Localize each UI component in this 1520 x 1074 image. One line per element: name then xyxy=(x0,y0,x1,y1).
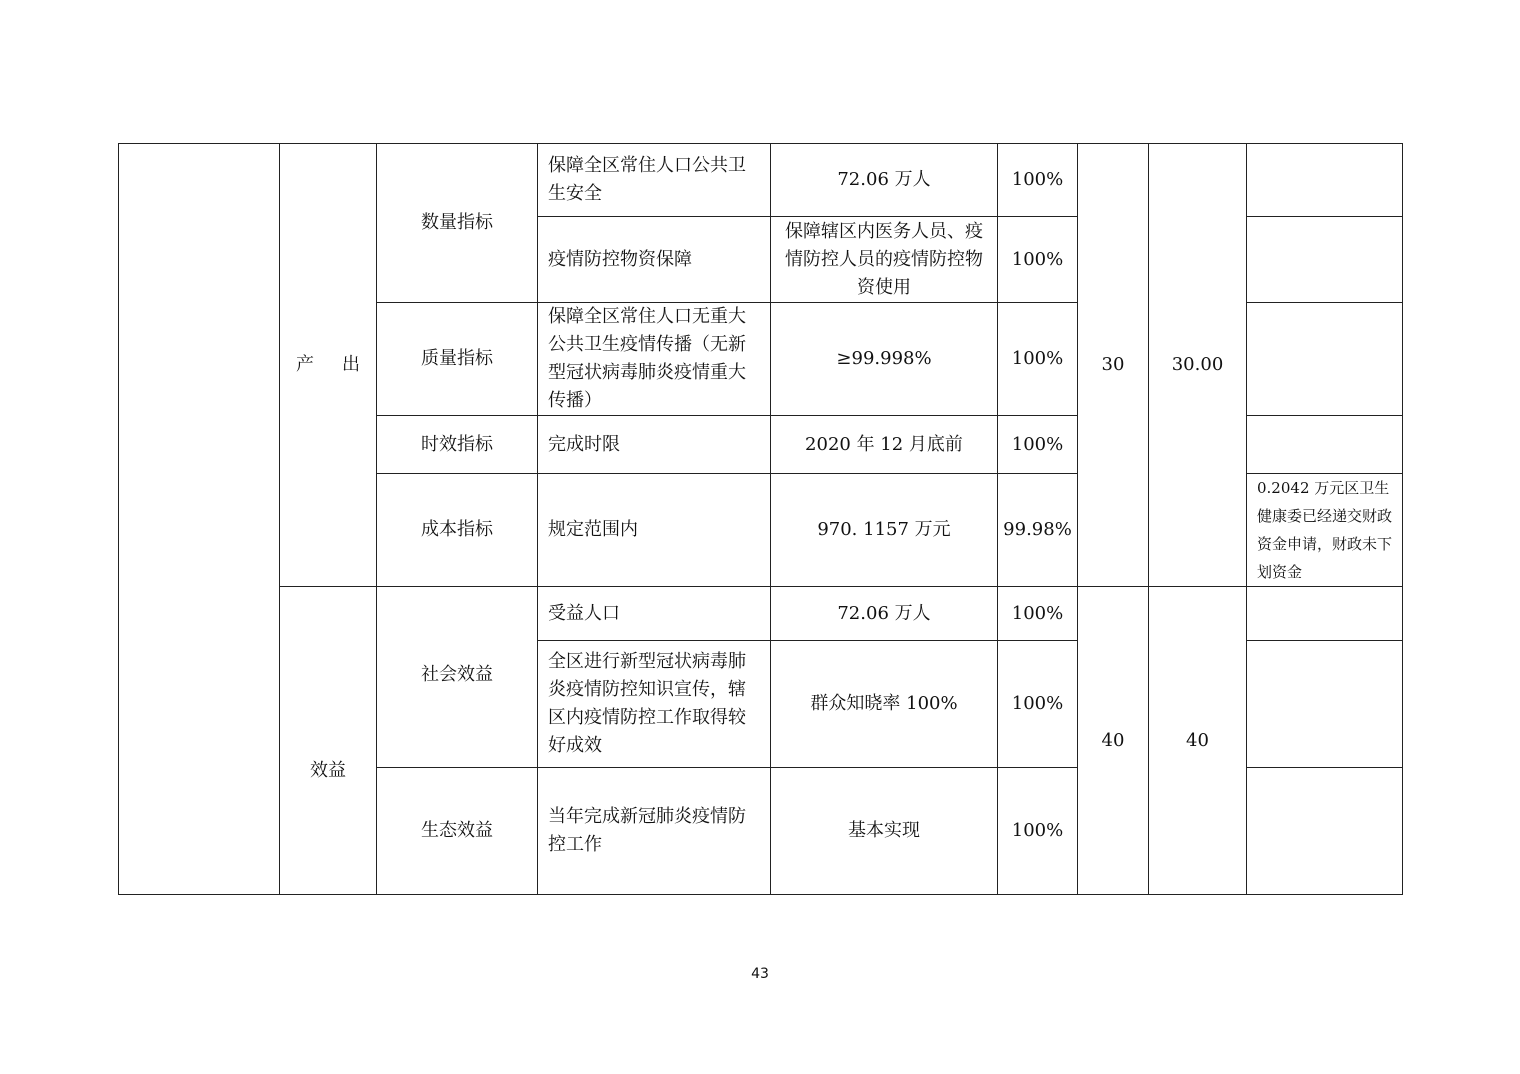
target-cell: 2020 年 12 月底前 xyxy=(771,416,998,474)
content-cell: 保障全区常住人口公共卫生安全 xyxy=(538,144,771,217)
output-category-char1: 产 xyxy=(296,354,314,375)
note-cell xyxy=(1247,641,1403,768)
content-cell: 完成时限 xyxy=(538,416,771,474)
table-row xyxy=(119,144,1403,217)
note-cell xyxy=(1247,768,1403,895)
target-cell: 72.06 万人 xyxy=(771,144,998,217)
completion-cell: 100% xyxy=(998,217,1078,303)
target-cell: 保障辖区内医务人员、疫情防控人员的疫情防控物资使用 xyxy=(771,217,998,303)
target-cell: 群众知晓率 100% xyxy=(771,641,998,768)
page-number: 43 xyxy=(751,966,769,982)
benefit-category-cell: 效益 xyxy=(280,587,377,895)
indicator-quantity: 数量指标 xyxy=(377,144,538,303)
benefit-weight-cell: 40 xyxy=(1078,587,1149,895)
completion-cell: 100% xyxy=(998,303,1078,416)
target-cell: ≥99.998% xyxy=(771,303,998,416)
content-cell: 疫情防控物资保障 xyxy=(538,217,771,303)
performance-table xyxy=(118,143,1403,895)
note-cell xyxy=(1247,587,1403,641)
content-cell: 保障全区常住人口无重大公共卫生疫情传播（无新型冠状病毒肺炎疫情重大传播） xyxy=(538,303,771,416)
content-cell: 规定范围内 xyxy=(538,474,771,587)
target-cell: 72.06 万人 xyxy=(771,587,998,641)
output-category-cell xyxy=(280,144,377,587)
note-cell xyxy=(1247,416,1403,474)
note-cell xyxy=(1247,144,1403,217)
completion-cell: 100% xyxy=(998,416,1078,474)
indicator-social: 社会效益 xyxy=(377,587,538,768)
indicator-cost: 成本指标 xyxy=(377,474,538,587)
target-cell: 基本实现 xyxy=(771,768,998,895)
completion-cell: 100% xyxy=(998,144,1078,217)
note-cell xyxy=(1247,303,1403,416)
completion-cell: 99.98% xyxy=(998,474,1078,587)
content-cell: 当年完成新冠肺炎疫情防控工作 xyxy=(538,768,771,895)
note-cell: 0.2042 万元区卫生健康委已经递交财政资金申请，财政未下划资金 xyxy=(1247,474,1403,587)
target-cell: 970. 1157 万元 xyxy=(771,474,998,587)
completion-cell: 100% xyxy=(998,768,1078,895)
output-score-cell: 30.00 xyxy=(1149,144,1247,587)
completion-cell: 100% xyxy=(998,587,1078,641)
content-cell: 受益人口 xyxy=(538,587,771,641)
output-category-char2: 出 xyxy=(342,354,360,375)
content-cell: 全区进行新型冠状病毒肺炎疫情防控知识宣传，辖区内疫情防控工作取得较好成效 xyxy=(538,641,771,768)
indicator-timeliness: 时效指标 xyxy=(377,416,538,474)
note-cell xyxy=(1247,217,1403,303)
output-weight-cell: 30 xyxy=(1078,144,1149,587)
benefit-score-cell: 40 xyxy=(1149,587,1247,895)
table-row xyxy=(119,587,1403,641)
indicator-quality: 质量指标 xyxy=(377,303,538,416)
blank-first-column xyxy=(119,144,280,895)
indicator-ecological: 生态效益 xyxy=(377,768,538,895)
completion-cell: 100% xyxy=(998,641,1078,768)
